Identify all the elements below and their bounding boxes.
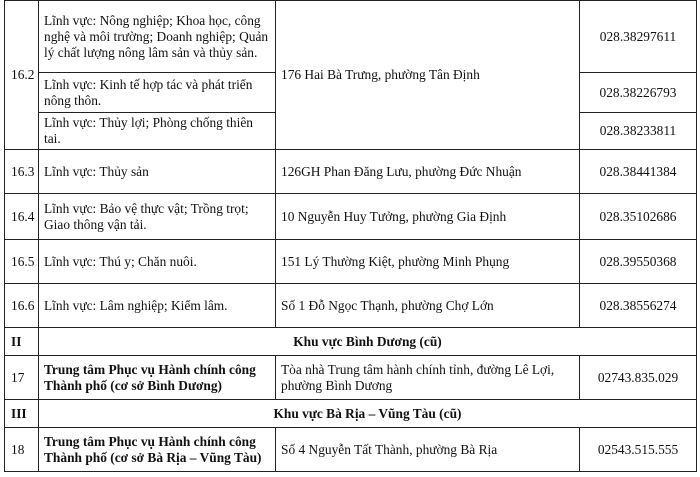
row-number: 16.5 bbox=[5, 240, 39, 284]
field-cell: Lĩnh vực: Nông nghiệp; Khoa học, công nghệ và môi trường; Doanh nghiệp; Quản lý chất lượng nông lâm sản và thủy sản. bbox=[39, 1, 276, 73]
section-number: III bbox=[5, 400, 39, 428]
phone-cell: 028.38556274 bbox=[580, 284, 697, 328]
field-cell: Lĩnh vực: Thú y; Chăn nuôi. bbox=[39, 240, 276, 284]
field-cell: Lĩnh vực: Thủy lợi; Phòng chống thiên tai. bbox=[39, 113, 276, 150]
phone-cell: 028.35102686 bbox=[580, 194, 697, 240]
center-name-cell: Trung tâm Phục vụ Hành chính công Thành phố (cơ sở Bà Rịa – Vũng Tàu) bbox=[39, 428, 276, 472]
phone-cell: 02743.835.029 bbox=[580, 356, 697, 400]
field-cell: Lĩnh vực: Thủy sản bbox=[39, 150, 276, 194]
row-number: 16.3 bbox=[5, 150, 39, 194]
address-cell: 126GH Phan Đăng Lưu, phường Đức Nhuận bbox=[276, 150, 580, 194]
row-number: 18 bbox=[5, 428, 39, 472]
table-row bbox=[5, 194, 697, 240]
phone-cell: 02543.515.555 bbox=[580, 428, 697, 472]
table-row bbox=[5, 284, 697, 328]
section-title: Khu vực Bình Dương (cũ) bbox=[39, 328, 697, 356]
phone-cell: 028.38226793 bbox=[580, 73, 697, 113]
section-title: Khu vực Bà Rịa – Vũng Tàu (cũ) bbox=[39, 400, 697, 428]
table-row bbox=[5, 356, 697, 400]
section-number: II bbox=[5, 328, 39, 356]
row-number: 16.2 bbox=[5, 1, 39, 150]
address-cell: Số 1 Đỗ Ngọc Thạnh, phường Chợ Lớn bbox=[276, 284, 580, 328]
office-table bbox=[4, 0, 697, 472]
table-row bbox=[5, 150, 697, 194]
row-number: 16.6 bbox=[5, 284, 39, 328]
section-row bbox=[5, 328, 697, 356]
center-name-cell: Trung tâm Phục vụ Hành chính công Thành phố (cơ sở Bình Dương) bbox=[39, 356, 276, 400]
address-cell: Tòa nhà Trung tâm hành chính tỉnh, đường Lê Lợi, phường Bình Dương bbox=[276, 356, 580, 400]
table-row bbox=[5, 240, 697, 284]
phone-cell: 028.38233811 bbox=[580, 113, 697, 150]
address-cell: 151 Lý Thường Kiệt, phường Minh Phụng bbox=[276, 240, 580, 284]
section-row bbox=[5, 400, 697, 428]
document-page bbox=[4, 0, 696, 472]
address-cell: 176 Hai Bà Trưng, phường Tân Định bbox=[276, 1, 580, 150]
address-cell: Số 4 Nguyễn Tất Thành, phường Bà Rịa bbox=[276, 428, 580, 472]
phone-cell: 028.39550368 bbox=[580, 240, 697, 284]
address-cell: 10 Nguyễn Huy Tưởng, phường Gia Định bbox=[276, 194, 580, 240]
field-cell: Lĩnh vực: Bảo vệ thực vật; Trồng trọt; Giao thông vận tải. bbox=[39, 194, 276, 240]
row-number: 17 bbox=[5, 356, 39, 400]
field-cell: Lĩnh vực: Kinh tế hợp tác và phát triển nông thôn. bbox=[39, 73, 276, 113]
phone-cell: 028.38441384 bbox=[580, 150, 697, 194]
phone-cell: 028.38297611 bbox=[580, 1, 697, 73]
table-row bbox=[5, 1, 697, 73]
field-cell: Lĩnh vực: Lâm nghiệp; Kiểm lâm. bbox=[39, 284, 276, 328]
table-row bbox=[5, 428, 697, 472]
row-number: 16.4 bbox=[5, 194, 39, 240]
